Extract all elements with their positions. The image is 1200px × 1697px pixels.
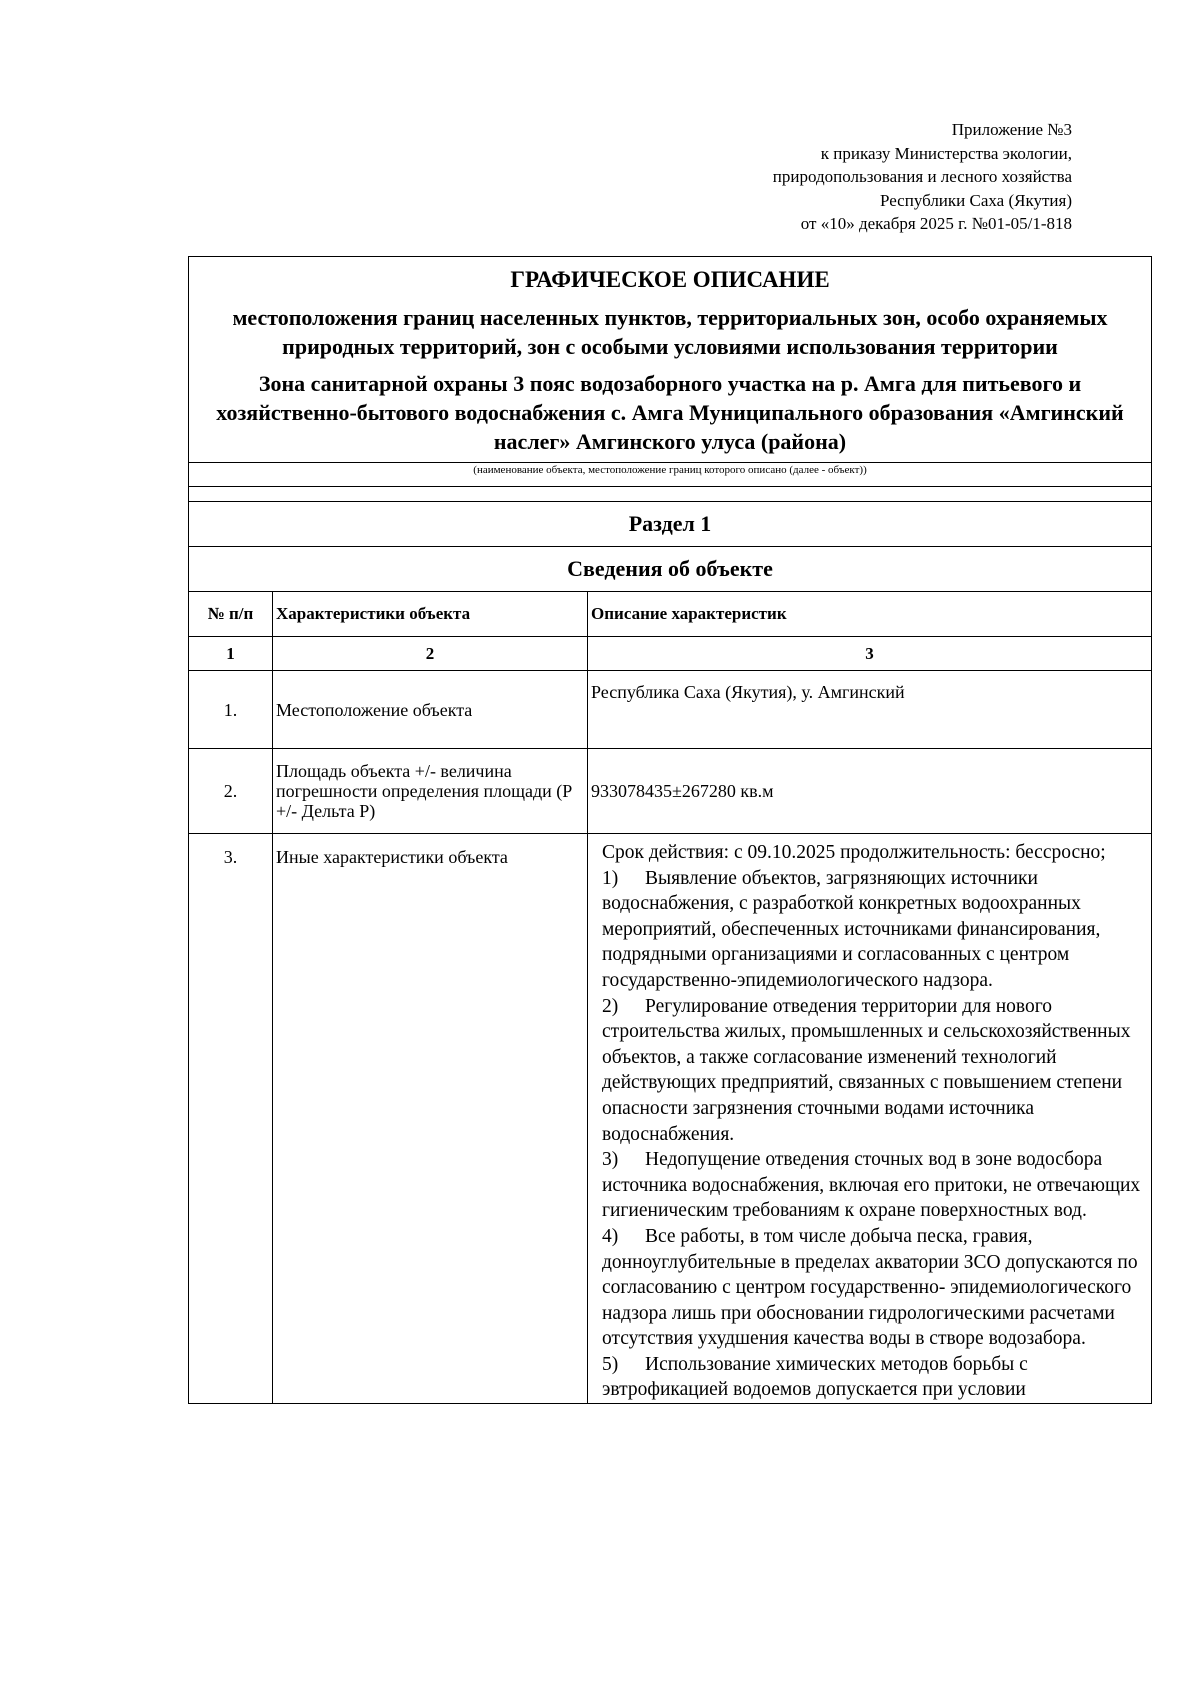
column-header-description: Описание характеристик: [588, 592, 1152, 637]
appendix-line: Приложение №3: [951, 120, 1072, 139]
table-row: [189, 671, 1152, 749]
column-number: 3: [588, 637, 1152, 671]
object-caption: (наименование объекта, местоположение границ которого описано (далее - объект)): [189, 463, 1152, 487]
list-item: [602, 1224, 1147, 1352]
list-item: [602, 1352, 1147, 1403]
row-characteristic: Иные характеристики объекта: [273, 834, 588, 1404]
row-description: 933078435±267280 кв.м: [588, 749, 1152, 834]
row-number: 1.: [189, 671, 273, 749]
column-header-row: [189, 592, 1152, 637]
list-item-text: Все работы, в том числе добыча песка, гравия, донноуглубительные в пределах акватории ЗСО допускаются по согласованию с центром государственно- эпидемиологического надзора лишь при обосновании гидрологическими расчетами отсутствия ухудшения качества воды в створе водозабора.: [602, 1225, 1138, 1350]
appendix-line: от «10» декабря 2025 г. №01-05/1-818: [800, 214, 1072, 233]
list-item-text: Недопущение отведения сточных вод в зоне водосбора источника водоснабжения, включая его притоки, не отвечающих гигиеническим требованиям к охране поверхностных вод.: [602, 1149, 1141, 1222]
appendix-line: к приказу Министерства экологии,: [820, 143, 1072, 163]
list-item: [602, 866, 1147, 994]
section-subtitle: Сведения об объекте: [189, 547, 1152, 592]
object-name: Зона санитарной охраны 3 пояс водозаборного участка на р. Амга для питьевого и хозяйственно-бытового водоснабжения с. Амга Муниципального образования «Амгинский наслег» Амгинского улуса (района): [216, 371, 1124, 454]
list-item-text: Использование химических методов борьбы с эвтрофикацией водоемов допускается при условии: [602, 1353, 1028, 1401]
list-item-text: Выявление объектов, загрязняющих источники водоснабжения, с разработкой конкретных водоохранных мероприятий, обеспеченных источниками финансирования, подрядными организациями и согласованных с центром государственно-эпидемиологического надзора.: [602, 867, 1101, 991]
document-title: ГРАФИЧЕСКОЕ ОПИСАНИЕ: [510, 267, 830, 292]
row-number: 2.: [189, 749, 273, 834]
document-header: [189, 257, 1152, 463]
description-table: [188, 256, 1152, 1404]
list-item: [602, 994, 1147, 1148]
list-item-number: 2): [602, 995, 619, 1017]
column-header-num: № п/п: [189, 592, 273, 637]
section-title: Раздел 1: [189, 502, 1152, 547]
column-number: 1: [189, 637, 273, 671]
appendix-line: Республики Саха (Якутия): [879, 190, 1072, 210]
list-item-text: Регулирование отведения территории для нового строительства жилых, промышленных и сельскохозяйственных объектов, а также согласование изменений технологий действующих предприятий, связанных с повышением степени опасности загрязнения сточными водами источника водоснабжения.: [602, 995, 1131, 1145]
row-description: Республика Саха (Якутия), у. Амгинский: [588, 671, 1152, 749]
appendix-line: природопользования и лесного хозяйства: [772, 167, 1072, 186]
list-item: [602, 1147, 1147, 1224]
document-subtitle: местоположения границ населенных пунктов, территориальных зон, особо охраняемых природных территорий, зон с особыми условиями использования территории: [232, 305, 1108, 359]
row-number: 3.: [189, 834, 273, 1404]
list-item-number: 1): [602, 867, 619, 889]
list-item-number: 3): [602, 1149, 619, 1171]
column-number-row: [189, 637, 1152, 671]
column-number: 2: [273, 637, 588, 671]
row-description: [588, 834, 1152, 1404]
table-row: [189, 834, 1152, 1404]
appendix-block: [773, 118, 1072, 236]
table-row: [189, 749, 1152, 834]
list-item-number: 4): [602, 1225, 619, 1247]
validity-text: Срок действия: с 09.10.2025 продолжительность: бессросно;: [602, 842, 1106, 863]
row-characteristic: Местоположение объекта: [273, 671, 588, 749]
row-characteristic: Площадь объекта +/- величина погрешности определения площади (Р +/- Дельта Р): [273, 749, 588, 834]
list-item-number: 5): [602, 1353, 619, 1375]
spacer-row: [189, 487, 1152, 502]
column-header-characteristic: Характеристики объекта: [273, 592, 588, 637]
